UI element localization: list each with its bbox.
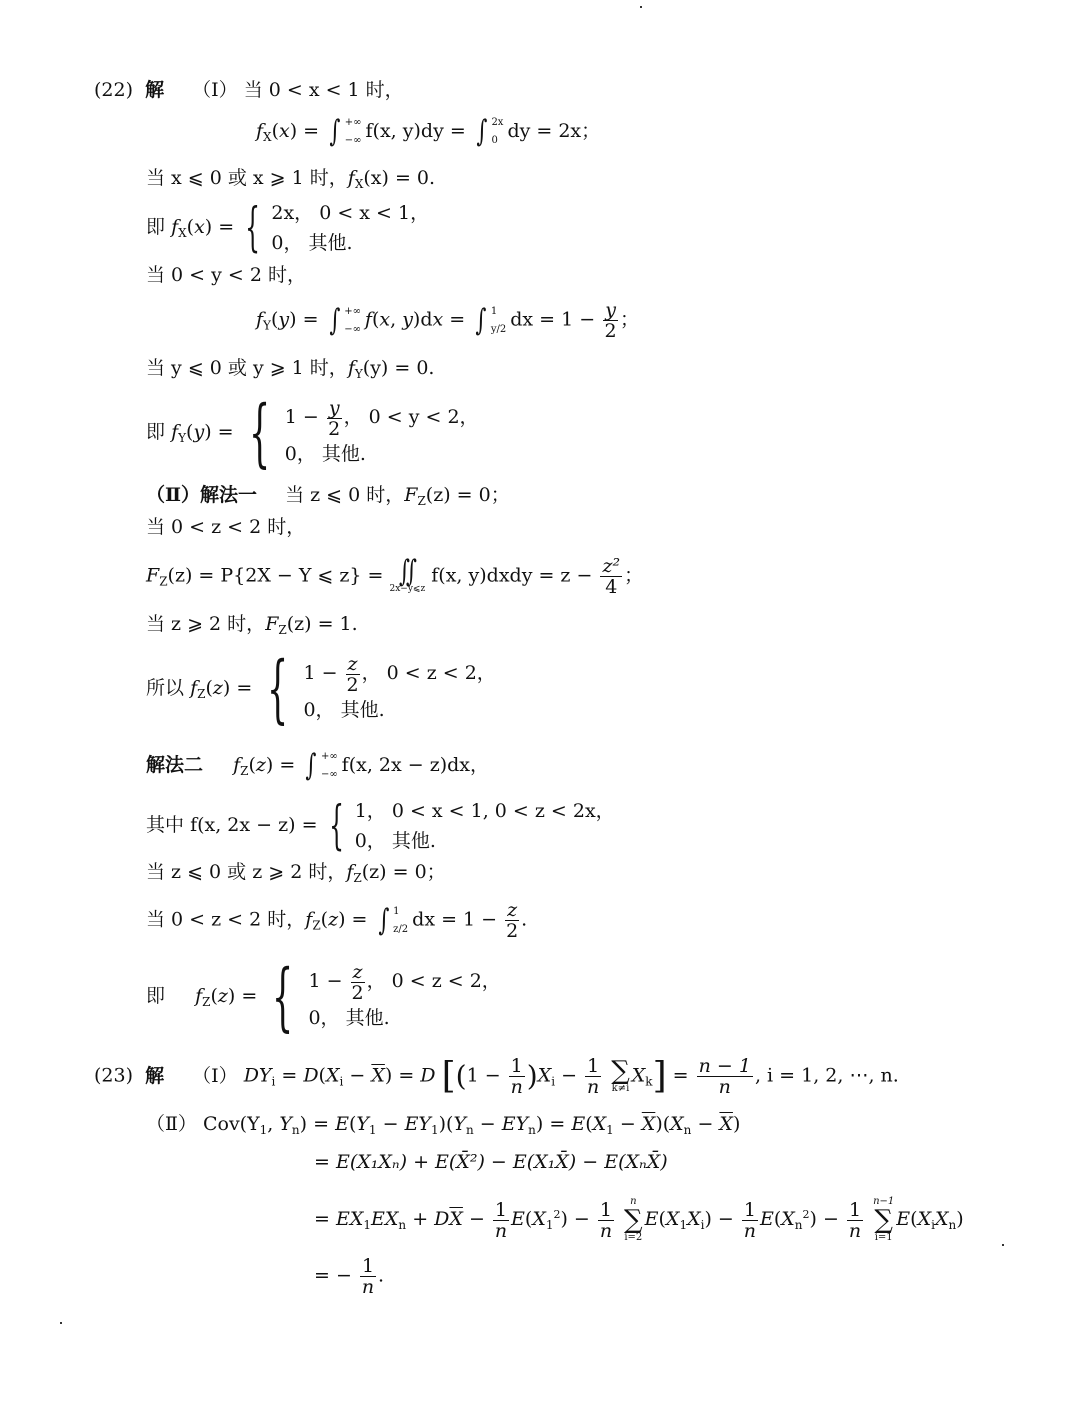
fx-zero-condition: 当 x ⩽ 0 或 x ⩾ 1 时，$f_X(x) = 0$. [146, 167, 436, 191]
integral-sign: ∫ [328, 302, 340, 338]
fy-zero-condition: 当 y ⩽ 0 或 y ⩾ 1 时，$f_Y(y) = 0$. [146, 357, 435, 381]
left-brace: { [272, 954, 294, 1040]
cases: 1 − $\frac{y}{2}$ ， 0 < y < 2， 0， 其他. [284, 396, 479, 465]
left-brace: { [267, 646, 289, 732]
left-brace: { [245, 198, 261, 258]
scan-speck [640, 6, 642, 8]
sum-sign: n ∑ i=2 [624, 1196, 643, 1243]
scan-speck [1002, 1244, 1004, 1246]
method-one-header: （Ⅱ）解法一 当 z ⩽ 0 时，$F_Z(z) = 0$； [146, 484, 510, 508]
integral-sign: ∫ [305, 748, 317, 783]
sum-sign: ∑ k≠i [611, 1055, 630, 1094]
fy-condition: 当 0 < y < 2 时， [146, 264, 306, 286]
cases: 1， 0 < x < 1, 0 < z < 2x， 0， 其他. [354, 800, 615, 852]
integral-sign: ∫ [476, 114, 488, 149]
scan-speck [60, 1322, 62, 1324]
fy-piecewise: 即 $f_Y(y)$ = { 1 − $\frac{y}{2}$ ， 0 < y < 2， 0， 其他. [146, 390, 479, 476]
integral-sign: ∫ [329, 114, 341, 149]
integral-limits: 1 z/2 [393, 905, 409, 935]
integral-sign: ∫ [475, 302, 487, 338]
integral-limits: 2x 0 [491, 117, 504, 146]
fz-condition: 当 0 < z < 2 时， [146, 516, 306, 538]
fz-piecewise-2: 即 $f_Z(z)$ = { 1 − $\frac{z}{2}$ ， 0 < z < 2， 0， 其他. [146, 954, 501, 1040]
problem-label: (22) [94, 79, 134, 101]
covariance-line-2: = E(X₁Xₙ) + E(X̄²) − E(X₁X̄) − E(XₙX̄) [314, 1151, 668, 1173]
cases: 1 − $\frac{z}{2}$ ， 0 < z < 2， 0， 其他. [303, 652, 496, 721]
integral-limits: +∞ −∞ [344, 117, 362, 146]
integral-limits: 1 y/2 [490, 305, 507, 335]
fraction: $\frac{z}{2}$ [506, 899, 519, 942]
covariance-line-3: = $EX_1EX_n + D\overline{X}$ − $\frac{1}{n}$ $E(X_1^2)$ − $\frac{1}{n}$ n ∑ $i=2E(X_1X_i)$ − $\frac{1}{n}$ $E(X_n^2)$ − $\frac{1}{n}$ n−1 ∑ $i=1E(X_iX_n)$ [314, 1196, 964, 1243]
solution-label: 解 [145, 79, 165, 101]
double-integral-sign: ∬ [398, 553, 417, 589]
integral-limits: +∞ −∞ [320, 751, 338, 780]
left-brace: { [248, 390, 270, 476]
fy-integral: $f_Y(y)$ = ∫ +∞ −∞ f(x, y)dx = ∫ 1 y/2 dx = 1 − $\frac{y}{2}$ ； [256, 299, 639, 342]
condition-text: 当 0 < x < 1 时， [243, 79, 404, 101]
problem-22-header [94, 78, 404, 102]
problem-23-part1: (23) 解 （Ⅰ） $DY_i = D(X_i - \overline{X}) = D$ [(1 − $\frac{1}{n}$ )$X_i$ − $\frac{1}{n}$ ∑ $k\ne iX_k$] = $\frac{n - 1}{n}$ , i = 1, 2, ⋯, n. [94, 1055, 899, 1098]
part-label: （Ⅰ） [192, 79, 238, 101]
fz-one-condition: 当 z ⩾ 2 时，$F_Z(z) = 1$. [146, 613, 358, 637]
fx-integral: $f_X(x)$ = ∫ +∞ −∞ f(x, y)dy = ∫ 2x 0 dy = 2x； [256, 114, 601, 149]
integral-limits: +∞ −∞ [344, 305, 361, 335]
integral-result: dy = 2x； [507, 120, 601, 142]
fraction: $\frac{\text{z²}}{4}$ [602, 555, 621, 598]
fx-piecewise: 即 $f_X(x)$ = { 2x， 0 < x < 1， 0， 其他. [146, 198, 430, 258]
method-two: 解法二 $f_Z(z)$ = ∫ +∞ −∞ f(x, 2x − z)dx， [146, 748, 490, 783]
fz-zero-condition: 当 z ⩽ 0 或 z ⩾ 2 时，$f_Z(z) = 0$； [146, 861, 446, 885]
left-brace: { [328, 796, 344, 856]
fz-integral: 当 0 < z < 2 时，$f_Z(z)$ = ∫ 1 z/2 dx = 1 − $\frac{z}{2}$ . [146, 899, 528, 942]
fraction: $\frac{y}{2}$ [604, 299, 617, 342]
covariance-result: = − $\frac{1}{n}$ . [314, 1255, 385, 1298]
cases: 2x， 0 < x < 1， 0， 其他. [271, 202, 430, 254]
joint-density-piecewise: 其中 f(x, 2x − z) = { 1， 0 < x < 1, 0 < z < 2x， 0， 其他. [146, 796, 615, 856]
sum-sign: n−1 ∑ i=1 [873, 1196, 895, 1243]
covariance-line-1: （Ⅱ） $Cov(Y_1$, $Y_n) = E(Y_1 - EY_1)(Y_n - EY_n) = E(X_1 - \overline{X})(X_n - \overline{X})$ [146, 1113, 741, 1137]
cases: 1 − $\frac{z}{2}$ ， 0 < z < 2， 0， 其他. [308, 960, 501, 1029]
integral-sign: ∫ [377, 902, 389, 938]
integrand: f(x, y)dy = [365, 120, 472, 142]
fz-piecewise: 所以 $f_Z(z)$ = { 1 − $\frac{z}{2}$ ， 0 < z < 2， 0， 其他. [146, 646, 496, 732]
fz-cdf: $F_Z(z) = P\{2X - Y$ ⩽ z} = ∬ 2x−y⩽z f(x, y)dxdy = z − $\frac{\text{z²}}{4}$ ； [146, 553, 644, 598]
